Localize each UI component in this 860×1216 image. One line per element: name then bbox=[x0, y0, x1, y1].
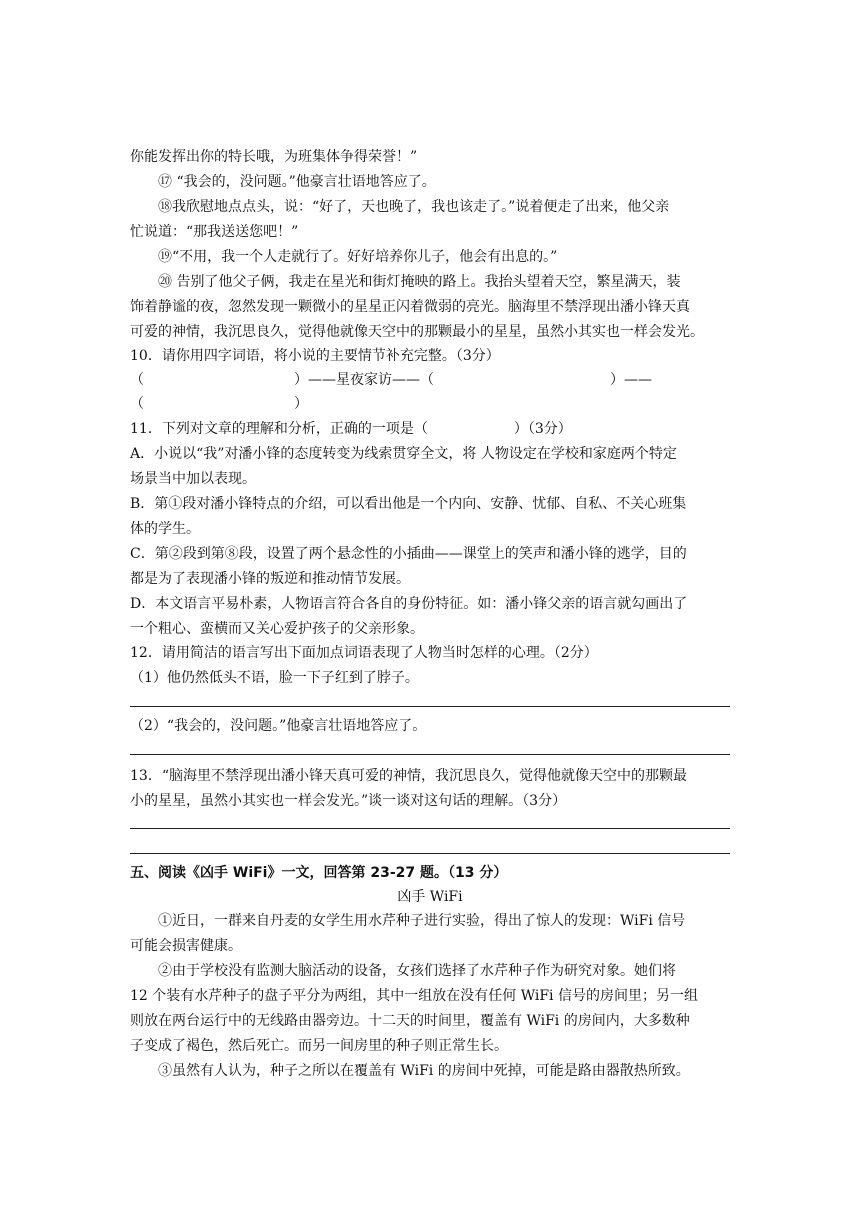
answer-line[interactable] bbox=[130, 706, 730, 707]
paren-open: （ bbox=[130, 372, 144, 388]
question-13-stem-cont: 小的星星，虽然小其实也一样会发光。”谈一谈对这句话的理解。（3分） bbox=[130, 793, 567, 809]
question-10-answer-row-1 bbox=[130, 370, 652, 390]
paren-open: （ bbox=[130, 396, 144, 412]
story-paragraph-20-cont: 饰着静谧的夜，忽然发现一颗微小的星星正闪着微弱的亮光。脑海里不禁浮现出潘小锋天真 bbox=[130, 299, 690, 315]
question-11-text: 11．下列对文章的理解和分析，正确的一项是（ bbox=[130, 421, 428, 437]
article-paragraph-1: ①近日，一群来自丹麦的女学生用水芹种子进行实验，得出了惊人的发现：WiFi 信号 bbox=[158, 913, 686, 929]
article-paragraph-2-cont3: 子变成了褐色，然后死亡。而另一间房里的种子则正常生长。 bbox=[130, 1038, 508, 1054]
article-paragraph-2-cont: 12 个装有水芹种子的盘子平分为两组，其中一组放在没有任何 WiFi 信号的房间里；另一组 bbox=[130, 988, 698, 1004]
story-paragraph-19: ⑲“不用，我一个人走就行了。好好培养你儿子，他会有出息的。” bbox=[158, 249, 558, 265]
section-5-heading: 五、阅读《凶手 WiFi》一文，回答第 23-27 题。（13 分） bbox=[130, 865, 508, 881]
question-12-sub-1: （1）他仍然低头不语，脸一下子红到了脖子。 bbox=[130, 670, 419, 686]
story-paragraph: 你能发挥出你的特长哦，为班集体争得荣誉！” bbox=[130, 149, 418, 165]
option-b-cont: 体的学生。 bbox=[130, 521, 200, 537]
option-d-cont: 一个粗心、蛮横而又关心爱护孩子的父亲形象。 bbox=[130, 621, 424, 637]
option-c-cont: 都是为了表现潘小锋的叛逆和推动情节发展。 bbox=[130, 571, 410, 587]
question-13-stem: 13．“脑海里不禁浮现出潘小锋天真可爱的神情，我沉思良久，觉得他就像天空中的那颗最 bbox=[130, 768, 687, 784]
option-c: C．第②段到第⑧段，设置了两个悬念性的小插曲——课堂上的笑声和潘小锋的逃学，目的 bbox=[130, 546, 687, 562]
article-paragraph-2: ②由于学校没有监测大脑活动的设备，女孩们选择了水芹种子作为研究对象。她们将 bbox=[158, 963, 676, 979]
paren-close: ） bbox=[294, 396, 308, 412]
option-d: D．本文语言平易朴素，人物语言符合各自的身份特征。如：潘小锋父亲的语言就勾画出了 bbox=[130, 596, 688, 612]
story-paragraph-18-cont: 忙说道：“那我送送您吧！” bbox=[130, 224, 299, 240]
article-paragraph-3: ③虽然有人认为，种子之所以在覆盖有 WiFi 的房间中死掉，可能是路由器散热所致。 bbox=[158, 1063, 690, 1079]
story-paragraph-20: ⑳ 告别了他父子俩，我走在星光和街灯掩映的路上。我抬头望着天空，繁星满天，装 bbox=[158, 274, 681, 290]
question-11-stem bbox=[130, 419, 572, 439]
answer-line[interactable] bbox=[130, 853, 730, 854]
question-11-score: ）（3分） bbox=[513, 421, 572, 437]
option-a-cont: 场景当中加以表现。 bbox=[130, 471, 256, 487]
answer-line[interactable] bbox=[130, 754, 730, 755]
option-b: B．第①段对潘小锋特点的介绍，可以看出他是一个内向、安静、忧郁、自私、不关心班集 bbox=[130, 496, 687, 512]
question-12-sub-2: （2）“我会的，没问题。”他豪言壮语地答应了。 bbox=[130, 718, 427, 734]
story-paragraph-20-cont2: 可爱的神情，我沉思良久，觉得他就像天空中的那颗最小的星星，虽然小其实也一样会发光。 bbox=[130, 324, 704, 340]
plot-middle-text: ）——星夜家访——（ bbox=[294, 372, 434, 388]
plot-tail-text: ）—— bbox=[610, 372, 652, 388]
question-10-stem: 10．请你用四字词语，将小说的主要情节补充完整。（3分） bbox=[130, 348, 500, 364]
story-paragraph-17: ⑰ “我会的，没问题。”他豪言壮语地答应了。 bbox=[158, 174, 436, 190]
answer-line[interactable] bbox=[130, 828, 730, 829]
question-12-stem: 12．请用简洁的语言写出下面加点词语表现了人物当时怎样的心理。（2分） bbox=[130, 645, 598, 661]
question-10-answer-row-2 bbox=[130, 394, 308, 414]
article-paragraph-1-cont: 可能会损害健康。 bbox=[130, 938, 242, 954]
article-title: 凶手 WiFi bbox=[397, 889, 463, 905]
article-paragraph-2-cont2: 则放在两台运行中的无线路由器旁边。十二天的时间里，覆盖有 WiFi 的房间内，大多数种 bbox=[130, 1013, 690, 1029]
option-a: A．小说以“我”对潘小锋的态度转变为线索贯穿全文，将 人物设定在学校和家庭两个特定 bbox=[130, 446, 677, 462]
story-paragraph-18: ⑱我欣慰地点点头，说：“好了，天也晚了，我也该走了。”说着便走了出来，他父亲 bbox=[158, 199, 670, 215]
